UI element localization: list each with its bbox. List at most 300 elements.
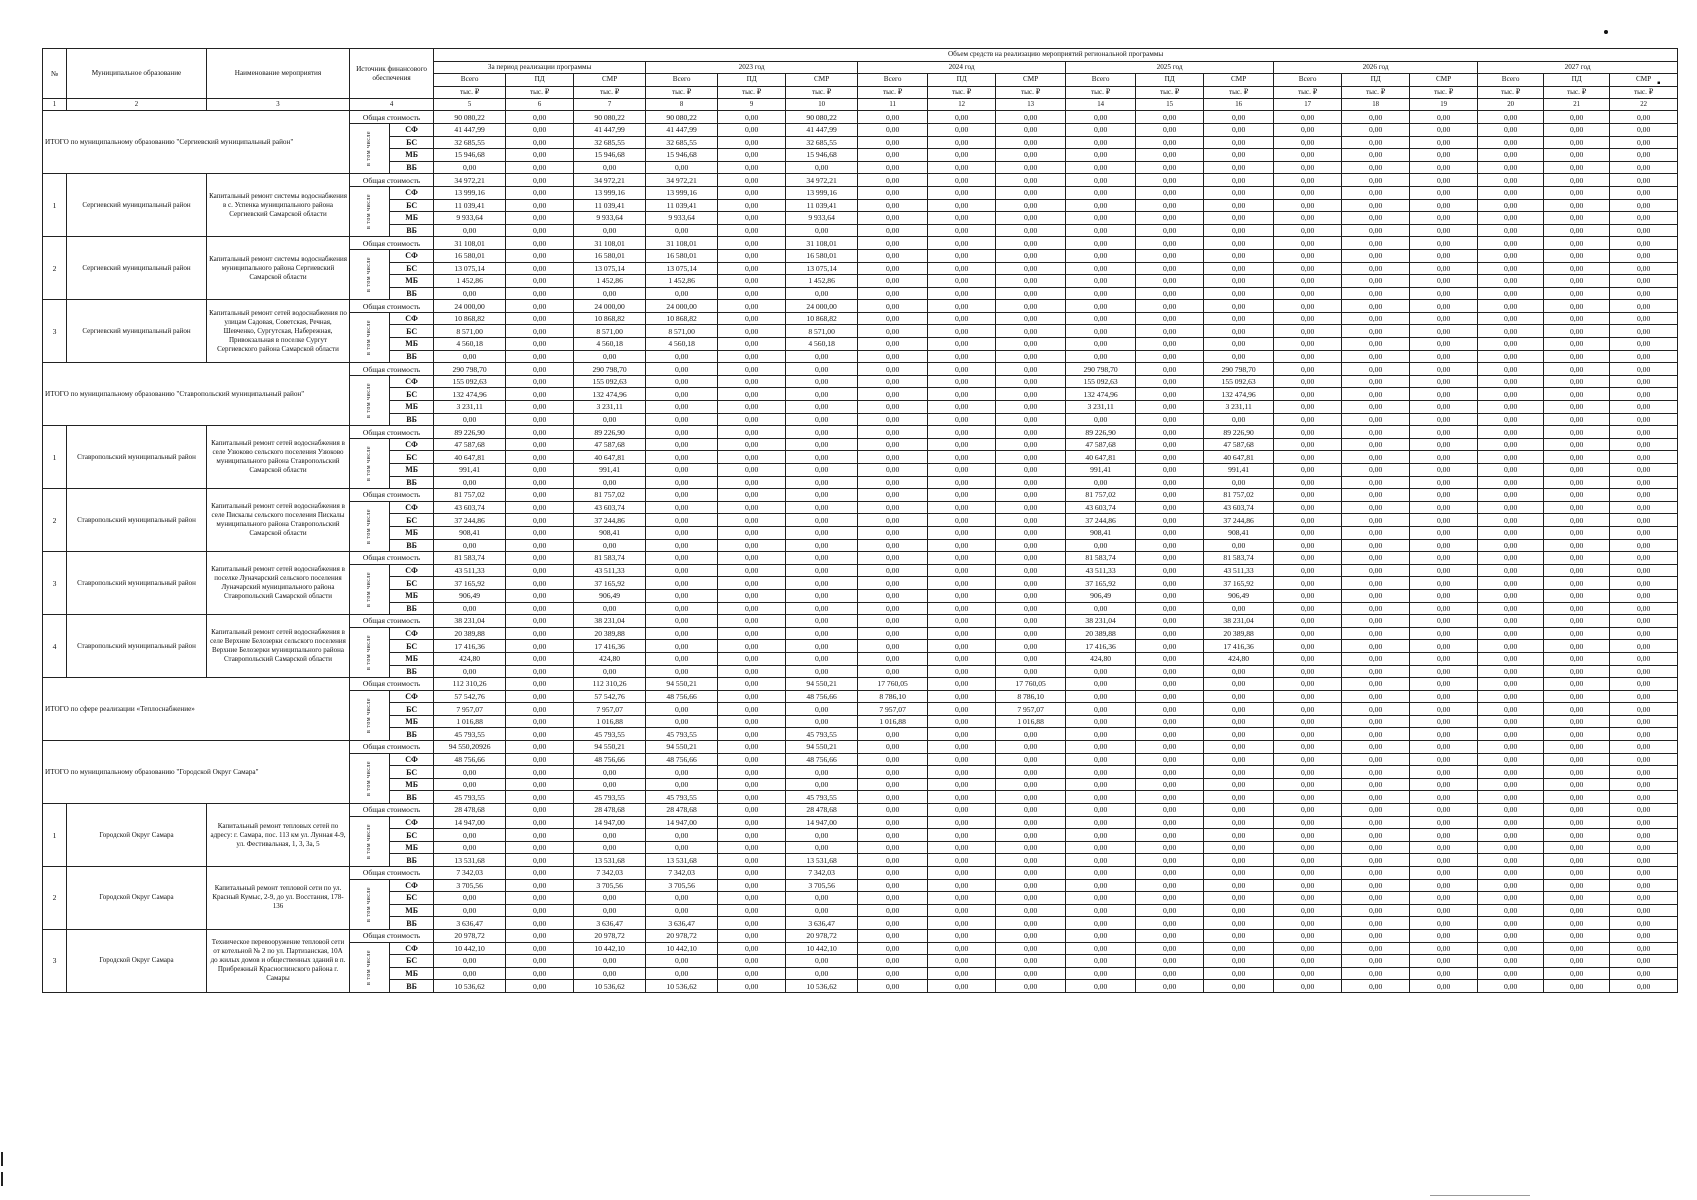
source-label: ВБ (390, 413, 434, 426)
value-cell: 0,00 (1274, 564, 1342, 577)
value-cell: 0,00 (1066, 262, 1136, 275)
value-cell: 0,00 (786, 375, 858, 388)
value-cell: 0,00 (1274, 186, 1342, 199)
value-cell: 0,00 (1410, 665, 1478, 678)
value-cell: 0,00 (786, 438, 858, 451)
value-cell: 1 016,88 (858, 715, 928, 728)
value-cell: 0,00 (574, 161, 646, 174)
value-cell: 0,00 (1274, 161, 1342, 174)
source-label: ВБ (390, 854, 434, 867)
value-cell: 0,00 (1342, 438, 1410, 451)
value-cell: 0,00 (1342, 942, 1410, 955)
value-cell: 0,00 (1204, 892, 1274, 905)
value-cell: 0,00 (506, 816, 574, 829)
column-number: 19 (1410, 99, 1478, 111)
value-cell: 0,00 (1410, 388, 1478, 401)
value-cell: 7 342,03 (574, 867, 646, 880)
value-cell: 0,00 (1544, 640, 1610, 653)
value-cell: 0,00 (1478, 363, 1544, 376)
value-cell: 0,00 (1478, 199, 1544, 212)
value-cell: 0,00 (928, 501, 996, 514)
value-cell: 0,00 (928, 363, 996, 376)
value-cell: 0,00 (928, 980, 996, 993)
col-no-header: № (43, 49, 67, 99)
value-cell: 0,00 (1136, 388, 1204, 401)
value-cell: 8 571,00 (646, 325, 718, 338)
value-cell: 0,00 (858, 501, 928, 514)
value-cell: 0,00 (718, 312, 786, 325)
value-cell: 0,00 (996, 791, 1066, 804)
source-label: БС (390, 136, 434, 149)
value-cell: 0,00 (858, 627, 928, 640)
value-cell: 0,00 (858, 917, 928, 930)
value-cell: 0,00 (506, 186, 574, 199)
value-cell: 38 231,04 (434, 615, 506, 628)
value-cell: 0,00 (1274, 854, 1342, 867)
value-cell: 0,00 (718, 199, 786, 212)
value-cell: 0,00 (1204, 111, 1274, 124)
value-cell: 0,00 (1342, 300, 1410, 313)
value-cell: 0,00 (1342, 715, 1410, 728)
unit-label: тыс. ₽ (858, 86, 928, 99)
value-cell: 0,00 (1136, 136, 1204, 149)
value-cell: 0,00 (1610, 955, 1678, 968)
value-cell: 0,00 (1478, 564, 1544, 577)
value-cell: 43 511,33 (1066, 564, 1136, 577)
value-cell: 4 560,18 (786, 338, 858, 351)
value-cell: 0,00 (1478, 665, 1544, 678)
value-cell: 0,00 (928, 766, 996, 779)
value-cell: 0,00 (1342, 829, 1410, 842)
value-cell: 0,00 (1610, 904, 1678, 917)
value-cell: 7 342,03 (434, 867, 506, 880)
column-number: 1 (43, 99, 67, 111)
value-cell: 0,00 (506, 552, 574, 565)
total-cost-label: Общая стоимость (350, 678, 434, 691)
value-cell: 0,00 (1204, 829, 1274, 842)
value-cell: 0,00 (718, 577, 786, 590)
value-cell: 0,00 (1410, 879, 1478, 892)
value-cell: 0,00 (718, 174, 786, 187)
value-cell: 0,00 (1274, 728, 1342, 741)
value-cell: 0,00 (1410, 123, 1478, 136)
value-cell: 0,00 (1274, 602, 1342, 615)
value-cell: 0,00 (1410, 627, 1478, 640)
value-cell: 0,00 (574, 224, 646, 237)
total-cost-label: Общая стоимость (350, 867, 434, 880)
value-cell: 0,00 (1274, 904, 1342, 917)
value-cell: 991,41 (1066, 464, 1136, 477)
value-cell: 7 957,07 (434, 703, 506, 716)
unit-label: тыс. ₽ (1342, 86, 1410, 99)
value-cell: 0,00 (1610, 287, 1678, 300)
value-cell: 16 580,01 (786, 249, 858, 262)
source-label: БС (390, 640, 434, 653)
value-cell: 0,00 (1478, 929, 1544, 942)
value-cell: 0,00 (646, 829, 718, 842)
value-cell: 0,00 (1410, 338, 1478, 351)
value-cell: 32 685,55 (646, 136, 718, 149)
value-cell: 0,00 (1478, 753, 1544, 766)
value-cell: 0,00 (506, 161, 574, 174)
value-cell: 0,00 (1544, 753, 1610, 766)
subcolumn-header: СМР (1204, 74, 1274, 87)
value-cell: 0,00 (434, 904, 506, 917)
value-cell: 0,00 (718, 892, 786, 905)
value-cell: 0,00 (1544, 816, 1610, 829)
value-cell: 0,00 (1066, 161, 1136, 174)
value-cell: 0,00 (1610, 816, 1678, 829)
unit-label: тыс. ₽ (928, 86, 996, 99)
value-cell: 0,00 (996, 413, 1066, 426)
value-cell: 0,00 (1410, 564, 1478, 577)
value-cell: 0,00 (718, 955, 786, 968)
value-cell: 0,00 (718, 388, 786, 401)
value-cell: 0,00 (434, 539, 506, 552)
activity-name: Капитальный ремонт тепловой сети по ул. Красный Кумыс, 2-9, до ул. Восстания, 178-136 (207, 867, 350, 930)
value-cell: 0,00 (1544, 476, 1610, 489)
value-cell: 10 442,10 (434, 942, 506, 955)
value-cell: 0,00 (928, 602, 996, 615)
value-cell: 0,00 (1478, 942, 1544, 955)
value-cell: 0,00 (1478, 690, 1544, 703)
value-cell: 0,00 (1066, 136, 1136, 149)
value-cell: 16 580,01 (434, 249, 506, 262)
value-cell: 0,00 (996, 174, 1066, 187)
value-cell: 0,00 (996, 426, 1066, 439)
value-cell: 0,00 (646, 451, 718, 464)
value-cell: 0,00 (1478, 451, 1544, 464)
activity-name: Капитальный ремонт сетей водоснабжения в селе Пискалы сельского поселения Пискалы муниципального района Ставропольский Самарской области (207, 489, 350, 552)
value-cell: 0,00 (996, 501, 1066, 514)
value-cell: 0,00 (1410, 778, 1478, 791)
value-cell: 90 080,22 (646, 111, 718, 124)
value-cell: 0,00 (928, 942, 996, 955)
value-cell: 0,00 (1544, 438, 1610, 451)
value-cell: 0,00 (1274, 401, 1342, 414)
value-cell: 0,00 (1410, 804, 1478, 817)
value-cell: 0,00 (1544, 791, 1610, 804)
value-cell: 0,00 (1204, 325, 1274, 338)
total-title: ИТОГО по муниципальному образованию "Сергиевский муниципальный район" (43, 111, 350, 174)
municipality-name: Городской Округ Самара (67, 804, 207, 867)
value-cell: 0,00 (1544, 136, 1610, 149)
value-cell: 15 946,68 (574, 149, 646, 162)
value-cell: 0,00 (858, 778, 928, 791)
value-cell: 0,00 (1136, 577, 1204, 590)
value-cell: 48 756,66 (574, 753, 646, 766)
value-cell: 0,00 (718, 363, 786, 376)
value-cell: 0,00 (506, 615, 574, 628)
value-cell: 0,00 (718, 804, 786, 817)
value-cell: 0,00 (646, 955, 718, 968)
value-cell: 0,00 (718, 602, 786, 615)
value-cell: 0,00 (1136, 501, 1204, 514)
table-row (43, 678, 1678, 691)
value-cell: 0,00 (928, 426, 996, 439)
value-cell: 0,00 (718, 438, 786, 451)
value-cell: 34 972,21 (574, 174, 646, 187)
value-cell: 0,00 (858, 388, 928, 401)
value-cell: 0,00 (1066, 867, 1136, 880)
value-cell: 0,00 (1136, 123, 1204, 136)
value-cell: 0,00 (1274, 615, 1342, 628)
source-label: БС (390, 829, 434, 842)
value-cell: 0,00 (1478, 136, 1544, 149)
value-cell: 0,00 (786, 715, 858, 728)
value-cell: 0,00 (858, 312, 928, 325)
value-cell: 31 108,01 (434, 237, 506, 250)
value-cell: 0,00 (928, 892, 996, 905)
subcolumn-header: ПД (1136, 74, 1204, 87)
value-cell: 0,00 (1204, 703, 1274, 716)
value-cell: 0,00 (506, 741, 574, 754)
unit-label: тыс. ₽ (506, 86, 574, 99)
value-cell: 0,00 (1136, 627, 1204, 640)
value-cell: 24 000,00 (574, 300, 646, 313)
value-cell: 0,00 (786, 602, 858, 615)
value-cell: 0,00 (1610, 275, 1678, 288)
value-cell: 0,00 (1136, 275, 1204, 288)
value-cell: 0,00 (1610, 589, 1678, 602)
value-cell: 0,00 (1274, 212, 1342, 225)
value-cell: 0,00 (718, 715, 786, 728)
value-cell: 0,00 (1274, 929, 1342, 942)
value-cell: 0,00 (718, 401, 786, 414)
value-cell: 94 550,21 (574, 741, 646, 754)
value-cell: 0,00 (1274, 955, 1342, 968)
value-cell: 0,00 (1136, 413, 1204, 426)
value-cell: 0,00 (1544, 665, 1610, 678)
value-cell: 43 511,33 (1204, 564, 1274, 577)
value-cell: 0,00 (646, 413, 718, 426)
value-cell: 0,00 (928, 678, 996, 691)
row-number: 1 (43, 174, 67, 237)
value-cell: 0,00 (1478, 703, 1544, 716)
value-cell: 81 583,74 (1066, 552, 1136, 565)
value-cell: 0,00 (996, 615, 1066, 628)
activity-name: Капитальный ремонт системы водоснабжения в с. Успенка муниципального района Сергиевский Самарской области (207, 174, 350, 237)
value-cell: 0,00 (858, 741, 928, 754)
source-label: БС (390, 892, 434, 905)
value-cell: 7 342,03 (786, 867, 858, 880)
value-cell: 0,00 (928, 929, 996, 942)
value-cell: 0,00 (858, 929, 928, 942)
value-cell: 0,00 (928, 904, 996, 917)
value-cell: 0,00 (1610, 212, 1678, 225)
column-number: 2 (67, 99, 207, 111)
value-cell: 0,00 (1610, 363, 1678, 376)
source-label: МБ (390, 275, 434, 288)
value-cell: 0,00 (1544, 854, 1610, 867)
value-cell: 0,00 (1342, 262, 1410, 275)
subcolumn-header: СМР (996, 74, 1066, 87)
source-label: СФ (390, 879, 434, 892)
source-label: БС (390, 766, 434, 779)
value-cell: 0,00 (1544, 489, 1610, 502)
value-cell: 0,00 (1478, 678, 1544, 691)
value-cell: 0,00 (1274, 338, 1342, 351)
value-cell: 0,00 (1342, 338, 1410, 351)
value-cell: 991,41 (1204, 464, 1274, 477)
value-cell: 0,00 (1136, 249, 1204, 262)
value-cell: 0,00 (646, 526, 718, 539)
value-cell: 0,00 (1610, 111, 1678, 124)
value-cell: 11 039,41 (786, 199, 858, 212)
value-cell: 0,00 (858, 564, 928, 577)
value-cell: 90 080,22 (786, 111, 858, 124)
column-number: 17 (1274, 99, 1342, 111)
value-cell: 0,00 (718, 489, 786, 502)
value-cell: 0,00 (1610, 413, 1678, 426)
value-cell: 0,00 (1066, 212, 1136, 225)
value-cell: 0,00 (1610, 312, 1678, 325)
value-cell: 0,00 (506, 955, 574, 968)
value-cell: 0,00 (1544, 741, 1610, 754)
value-cell: 0,00 (1410, 652, 1478, 665)
value-cell: 0,00 (1066, 955, 1136, 968)
value-cell: 0,00 (996, 514, 1066, 527)
value-cell: 0,00 (1342, 401, 1410, 414)
value-cell: 0,00 (1478, 652, 1544, 665)
value-cell: 0,00 (786, 577, 858, 590)
value-cell: 0,00 (928, 577, 996, 590)
value-cell: 0,00 (718, 476, 786, 489)
value-cell: 0,00 (996, 539, 1066, 552)
value-cell: 112 310,26 (574, 678, 646, 691)
value-cell: 0,00 (1066, 816, 1136, 829)
in-that-number-text: в том числе (366, 257, 373, 293)
value-cell: 0,00 (1410, 262, 1478, 275)
value-cell: 0,00 (1342, 325, 1410, 338)
value-cell: 0,00 (718, 980, 786, 993)
value-cell: 0,00 (858, 249, 928, 262)
value-cell: 0,00 (1204, 778, 1274, 791)
value-cell: 0,00 (1066, 350, 1136, 363)
value-cell: 0,00 (1342, 224, 1410, 237)
value-cell: 0,00 (646, 464, 718, 477)
value-cell: 0,00 (1478, 552, 1544, 565)
value-cell: 0,00 (506, 791, 574, 804)
value-cell: 0,00 (1478, 854, 1544, 867)
value-cell: 0,00 (1274, 224, 1342, 237)
value-cell: 31 108,01 (786, 237, 858, 250)
value-cell: 0,00 (1204, 678, 1274, 691)
value-cell: 0,00 (1136, 816, 1204, 829)
value-cell: 0,00 (1410, 161, 1478, 174)
value-cell: 0,00 (858, 363, 928, 376)
value-cell: 89 226,90 (434, 426, 506, 439)
value-cell: 0,00 (1136, 942, 1204, 955)
value-cell: 1 452,86 (786, 275, 858, 288)
value-cell: 0,00 (1204, 161, 1274, 174)
value-cell: 0,00 (1066, 917, 1136, 930)
value-cell: 0,00 (1204, 791, 1274, 804)
in-that-number-text: в том числе (366, 508, 373, 545)
value-cell: 0,00 (1410, 980, 1478, 993)
value-cell: 0,00 (858, 300, 928, 313)
value-cell: 0,00 (1478, 338, 1544, 351)
value-cell: 81 583,74 (574, 552, 646, 565)
municipality-name: Ставропольский муниципальный район (67, 489, 207, 552)
value-cell: 0,00 (646, 577, 718, 590)
value-cell: 0,00 (1342, 854, 1410, 867)
value-cell: 10 442,10 (646, 942, 718, 955)
total-cost-label: Общая стоимость (350, 615, 434, 628)
value-cell: 8 786,10 (858, 690, 928, 703)
value-cell: 17 416,36 (574, 640, 646, 653)
value-cell: 0,00 (1204, 917, 1274, 930)
value-cell: 0,00 (718, 501, 786, 514)
value-cell: 10 442,10 (574, 942, 646, 955)
value-cell: 0,00 (1274, 577, 1342, 590)
value-cell: 0,00 (928, 161, 996, 174)
value-cell: 132 474,96 (1204, 388, 1274, 401)
source-label: ВБ (390, 539, 434, 552)
value-cell: 0,00 (786, 829, 858, 842)
value-cell: 0,00 (1410, 375, 1478, 388)
municipality-name: Сергиевский муниципальный район (67, 174, 207, 237)
value-cell: 0,00 (434, 161, 506, 174)
value-cell: 0,00 (786, 514, 858, 527)
value-cell: 48 756,66 (646, 753, 718, 766)
value-cell: 0,00 (574, 904, 646, 917)
value-cell: 424,80 (434, 652, 506, 665)
value-cell: 0,00 (858, 526, 928, 539)
value-cell: 0,00 (1204, 312, 1274, 325)
value-cell: 11 039,41 (646, 199, 718, 212)
value-cell: 0,00 (1204, 841, 1274, 854)
value-cell: 28 478,68 (786, 804, 858, 817)
value-cell: 0,00 (1478, 879, 1544, 892)
value-cell: 0,00 (996, 199, 1066, 212)
value-cell: 0,00 (1478, 539, 1544, 552)
value-cell: 0,00 (1274, 841, 1342, 854)
value-cell: 0,00 (996, 577, 1066, 590)
value-cell: 0,00 (1136, 552, 1204, 565)
value-cell: 0,00 (996, 249, 1066, 262)
value-cell: 0,00 (1610, 564, 1678, 577)
value-cell: 0,00 (718, 703, 786, 716)
value-cell: 0,00 (1204, 476, 1274, 489)
subcolumn-header: Всего (646, 74, 718, 87)
source-label: БС (390, 262, 434, 275)
value-cell: 155 092,63 (574, 375, 646, 388)
value-cell: 1 452,86 (646, 275, 718, 288)
period-header: 2026 год (1274, 61, 1478, 74)
value-cell: 0,00 (858, 111, 928, 124)
value-cell: 908,41 (1204, 526, 1274, 539)
value-cell: 0,00 (928, 640, 996, 653)
value-cell: 0,00 (1478, 501, 1544, 514)
value-cell: 0,00 (928, 665, 996, 678)
value-cell: 0,00 (1204, 300, 1274, 313)
value-cell: 0,00 (506, 854, 574, 867)
value-cell: 0,00 (1136, 867, 1204, 880)
value-cell: 0,00 (1610, 350, 1678, 363)
value-cell: 0,00 (1544, 312, 1610, 325)
value-cell: 0,00 (646, 438, 718, 451)
value-cell: 0,00 (1136, 967, 1204, 980)
value-cell: 0,00 (1136, 715, 1204, 728)
value-cell: 0,00 (718, 249, 786, 262)
value-cell: 0,00 (646, 766, 718, 779)
value-cell: 0,00 (1610, 854, 1678, 867)
value-cell: 0,00 (1066, 338, 1136, 351)
value-cell: 0,00 (1136, 778, 1204, 791)
value-cell: 0,00 (996, 161, 1066, 174)
table-row (43, 552, 1678, 565)
